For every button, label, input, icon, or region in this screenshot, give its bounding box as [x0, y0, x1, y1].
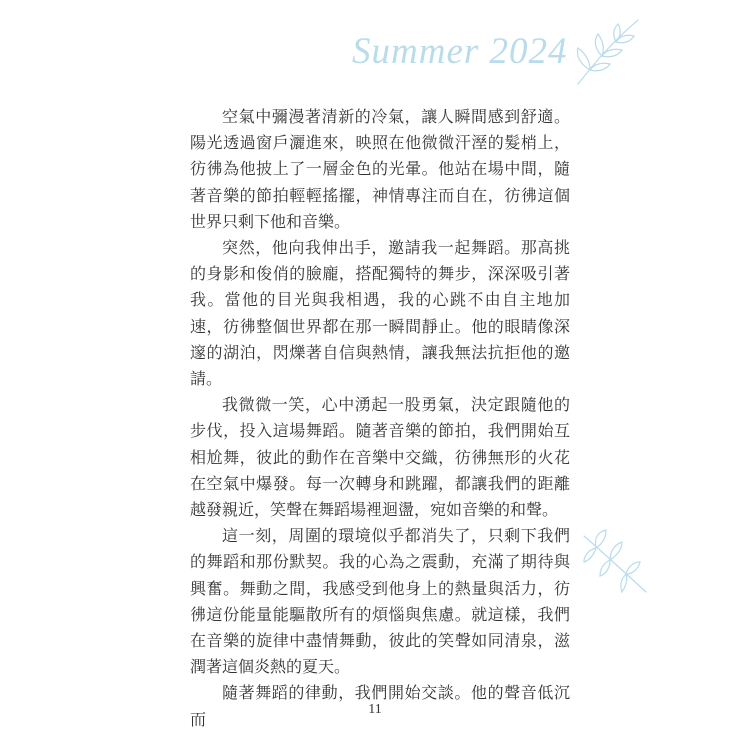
leafy-branch-icon: [580, 528, 650, 598]
paragraph: 空氣中彌漫著清新的冷氣，讓人瞬間感到舒適。陽光透過窗戶灑進來，映照在他微微汗溼的髮梢上，彷彿為他披上了一層金色的光暈。他站在場中間，隨著音樂的節拍輕輕搖擺，神情專注而自在，彷彿這個世界只剩下他和音樂。: [190, 107, 570, 231]
page-header-title: Summer 2024: [352, 31, 568, 72]
paragraph: 這一刻，周圍的環境似乎都消失了，只剩下我們的舞蹈和那份默契。我的心為之震動，充滿了期待與興奮。舞動之間，我感受到他身上的熱量與活力，彷彿這份能量能驅散所有的煩惱與焦慮。就這樣，我們在音樂的旋律中盡情舞動，彼此的笑聲如同清泉，滋潤著這個炎熱的夏天。: [190, 526, 570, 677]
body-text: [190, 104, 570, 733]
paragraph: 我微微一笑，心中湧起一股勇氣，決定跟隨他的步伐，投入這場舞蹈。隨著音樂的節拍，我們開始互相尬舞，彼此的動作在音樂中交織，彷彿無形的火花在空氣中爆發。每一次轉身和跳躍，都讓我們的距離越發親近，笑聲在舞蹈場裡迴盪，宛如音樂的和聲。: [190, 395, 570, 520]
page-number: 11: [368, 702, 382, 717]
leafy-branch-icon: [572, 14, 644, 88]
paragraph: 隨著舞蹈的律動，我們開始交談。他的聲音低沉而: [190, 683, 570, 729]
paragraph: 突然，他向我伸出手，邀請我一起舞蹈。那高挑的身影和俊俏的臉龐，搭配獨特的舞步，深深吸引著我。當他的目光與我相遇，我的心跳不由自主地加速，彷彿整個世界都在那一瞬間靜止。他的眼睛像深邃的湖泊，閃爍著自信與熱情，讓我無法抗拒他的邀請。: [190, 238, 570, 389]
